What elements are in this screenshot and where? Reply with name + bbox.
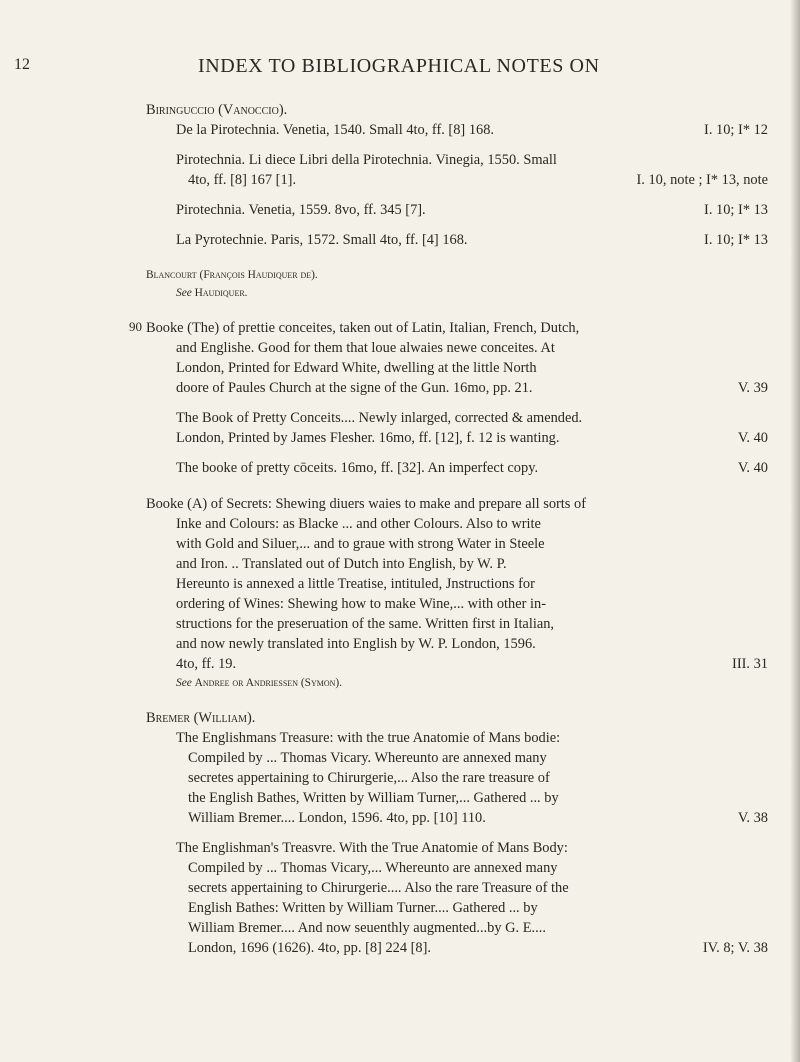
volume-ref: V. 40 (737, 430, 768, 446)
entry-heading-biringuccio: Biringuccio (Vanoccio). (146, 102, 288, 118)
volume-ref: I. 10; I* 13 (704, 232, 768, 248)
volume-ref: III. 31 (732, 656, 768, 672)
list-item: De la Pirotechnia. Venetia, 1540. Small 4to, ff. [8] 168. I. 10; I* 12 (176, 122, 768, 138)
entry-heading-bremer: Bremer (William). (146, 710, 256, 726)
list-item: The Englishmans Treasure: with the true Anatomie of Mans bodie: Compiled by ... Thomas Vicary. Whereunto are annexed many secretes appertaining to Chirurgerie,... Also the rare treasure of the English Bathes, Written by William Turner,... Gathered ... by William Bremer.... London, 1596. 4to, pp. [10] 110. V. 38 (176, 730, 768, 826)
entry-booke-prettie-conceites: 90 Booke (The) of prettie conceites, taken out of Latin, Italian, French, Dutch, and Englishe. Good for them that loue alwaies newe conceites. At London, Printed for Edward White, dwelling at the little North doore of Paules Church at the signe of the Gun. 16mo, pp. 21. V. 39 (129, 319, 768, 396)
volume-ref: I. 10, note ; I* 13, note (636, 172, 768, 188)
list-item: The booke of pretty cōceits. 16mo, ff. [32]. An imperfect copy. V. 40 (176, 460, 768, 476)
page-edge-shadow (790, 0, 800, 1062)
list-item: La Pyrotechnie. Paris, 1572. Small 4to, ff. [4] 168. I. 10; I* 13 (176, 232, 768, 248)
cross-reference: See Haudiquer. (176, 287, 248, 299)
entry-booke-of-secrets: Booke (A) of Secrets: Shewing diuers waies to make and prepare all sorts of Inke and Colours: as Blacke ... and other Colours. Also to write with Gold and Siluer,... and to graue with strong Water in Steele and Iron. .. Translated out of Dutch into English, by W. P. Hereunto is annexed a little Treatise, intituled, Jnstructions for ordering of Wines: Shewing how to make Wine,... with other in- structions for the preseruation of the same. Written first in Italian, and now newly translated into English by W. P. London, 1596. 4to, ff. 19. III. 31 (146, 496, 768, 672)
cross-reference: See Andree or Andriessen (Symon). (176, 677, 343, 689)
volume-ref: V. 40 (737, 460, 768, 476)
list-item: Pirotechnia. Venetia, 1559. 8vo, ff. 345 [7]. I. 10; I* 13 (176, 202, 768, 218)
page-number: 12 (14, 56, 30, 73)
volume-ref: V. 39 (737, 380, 768, 396)
list-item: The Englishman's Treasvre. With the True Anatomie of Mans Body: Compiled by ... Thomas Vicary,... Whereunto are annexed many secrets appertaining to Chirurgerie.... Also the rare Treasure of the English Bathes: Written by William Turner.... Gathered ... by William Bremer.... And now seuenthly augmented...by G. E.... London, 1696 (1626). 4to, pp. [8] 224 [8]. IV. 8; V. 38 (176, 840, 768, 956)
margin-number: 90 (129, 319, 142, 334)
index-content (129, 100, 768, 958)
entry-heading-blancourt: Blancourt (François Haudiquer de). (146, 269, 318, 281)
list-item: The Book of Pretty Conceits.... Newly inlarged, corrected & amended. London, Printed by James Flesher. 16mo, ff. [12], f. 12 is wanting. V. 40 (176, 410, 768, 446)
volume-ref: IV. 8; V. 38 (702, 940, 768, 956)
volume-ref: V. 38 (737, 810, 768, 826)
volume-ref: I. 10; I* 13 (704, 202, 768, 218)
running-title: INDEX TO BIBLIOGRAPHICAL NOTES ON (198, 55, 600, 77)
volume-ref: I. 10; I* 12 (704, 122, 768, 138)
list-item: Pirotechnia. Li diece Libri della Pirotechnia. Vinegia, 1550. Small 4to, ff. [8] 167 [1]. I. 10, note ; I* 13, note (176, 152, 768, 188)
